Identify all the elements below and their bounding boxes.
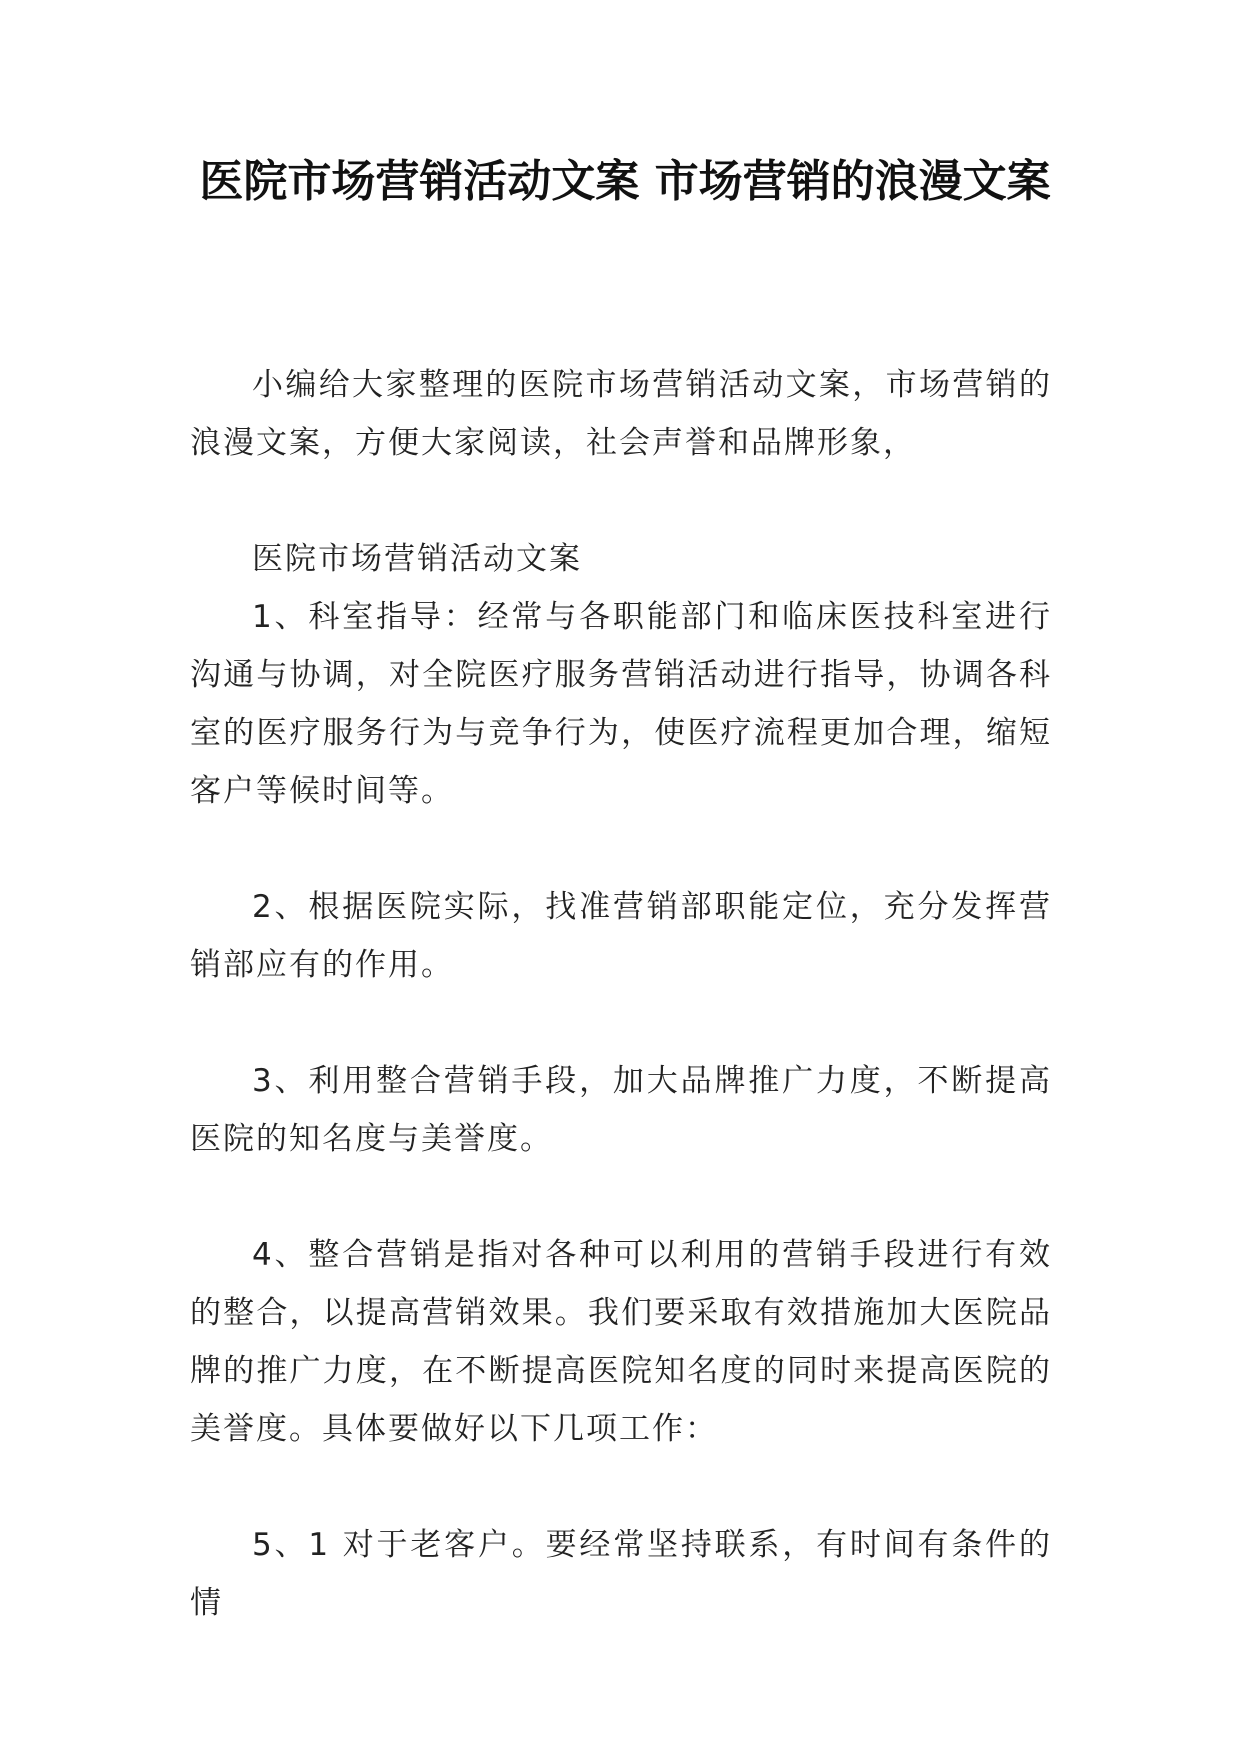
paragraph-1: 1、科室指导：经常与各职能部门和临床医技科室进行沟通与协调，对全院医疗服务营销活动进行指导，协调各科室的医疗服务行为与竞争行为，使医疗流程更加合理，缩短客户等候时间等。: [190, 599, 1052, 809]
paragraph-5: 5、1 对于老客户。要经常坚持联系，有时间有条件的情: [190, 1527, 1052, 1621]
document-title: 医院市场营销活动文案 市场营销的浪漫文案: [199, 156, 1051, 207]
paragraph-2: 2、根据医院实际，找准营销部职能定位，充分发挥营销部应有的作用。: [190, 889, 1052, 983]
section-heading: 医院市场营销活动文案: [252, 541, 582, 577]
paragraph-4: 4、整合营销是指对各种可以利用的营销手段进行有效的整合，以提高营销效果。我们要采取有效措施加大医院品牌的推广力度，在不断提高医院知名度的同时来提高医院的美誉度。具体要做好以下几项工作：: [190, 1237, 1052, 1447]
intro-paragraph: 小编给大家整理的医院市场营销活动文案，市场营销的浪漫文案，方便大家阅读，社会声誉和品牌形象，: [190, 367, 1052, 461]
paragraph-3: 3、利用整合营销手段，加大品牌推广力度，不断提高医院的知名度与美誉度。: [190, 1063, 1052, 1157]
